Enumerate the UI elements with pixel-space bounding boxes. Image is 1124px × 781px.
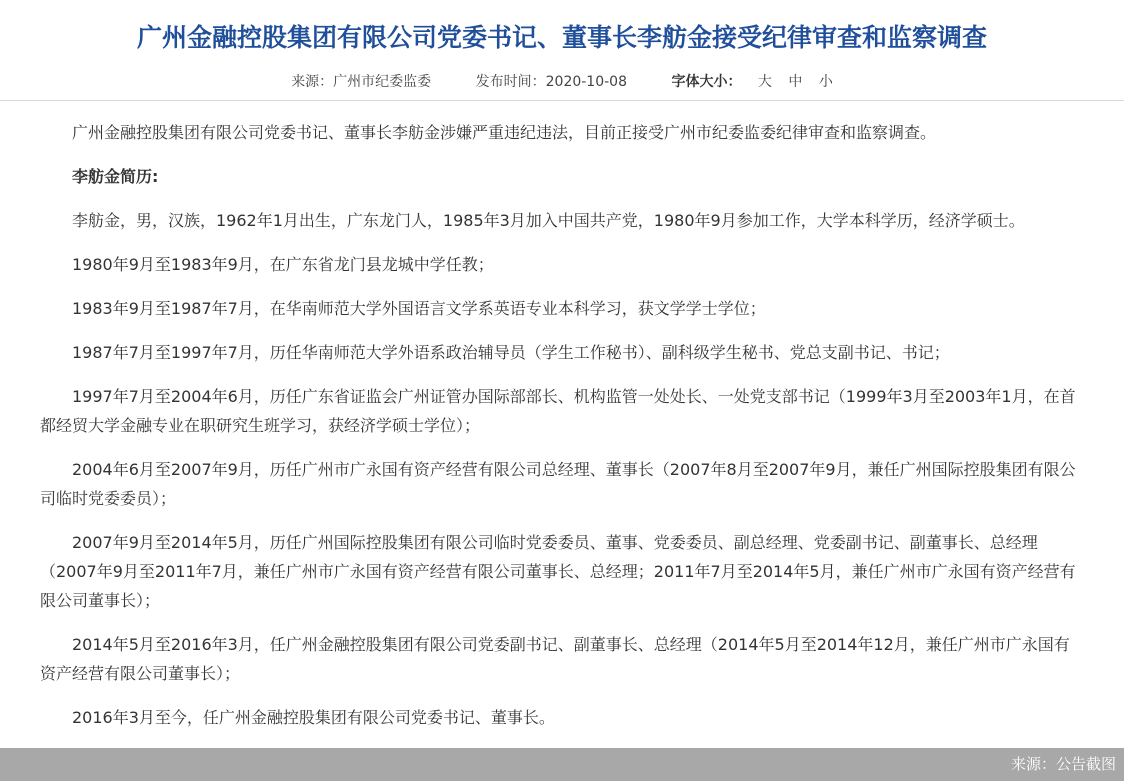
font-size-small-button[interactable]: 小	[818, 74, 833, 90]
resume-heading: 李舫金简历:	[72, 167, 159, 186]
resume-paragraph: 1997年7月至2004年6月，历任广东省证监会广州证管办国际部部长、机构监管一处处长、一处党支部书记（1999年3月至2003年1月，在首都经贸大学金融专业在职研究生班学习，获经济学硕士学位）；	[40, 387, 1076, 435]
intro-paragraph: 广州金融控股集团有限公司党委书记、董事长李舫金涉嫌严重违纪违法，目前正接受广州市纪委监委纪律审查和监察调查。	[72, 123, 937, 142]
source-label: 来源：广州市纪委监委	[291, 74, 432, 90]
font-size-large-button[interactable]: 大	[757, 74, 772, 90]
resume-paragraph: 1980年9月至1983年9月，在广东省龙门县龙城中学任教；	[72, 255, 494, 274]
resume-paragraph: 1983年9月至1987年7月，在华南师范大学外国语言文学系英语专业本科学习，获文学学士学位；	[72, 299, 766, 318]
article-header	[0, 0, 1124, 101]
article-body	[40, 118, 1080, 732]
resume-paragraph: 2016年3月至今，任广州金融控股集团有限公司党委书记、董事长。	[72, 708, 555, 727]
font-size-label: 字体大小：	[671, 74, 742, 90]
resume-paragraph: 2007年9月至2014年5月，历任广州国际控股集团有限公司临时党委委员、董事、党委委员、副总经理、党委副书记、副董事长、总经理（2007年9月至2011年7月，兼任广州市广永国有资产经营有限公司董事长、总经理；2011年7月至2014年5月，兼任广州市广永国有资产经营有限公司董事长）；	[40, 533, 1076, 610]
resume-paragraph: 2004年6月至2007年9月，历任广州市广永国有资产经营有限公司总经理、董事长（2007年8月至2007年9月，兼任广州国际控股集团有限公司临时党委委员）；	[40, 460, 1076, 508]
screenshot-source-caption: 来源：公告截图	[1010, 755, 1116, 773]
caption-bar	[0, 748, 1124, 781]
resume-paragraph: 2014年5月至2016年3月，任广州金融控股集团有限公司党委副书记、副董事长、总经理（2014年5月至2014年12月，兼任广州市广永国有资产经营有限公司董事长）；	[40, 635, 1070, 683]
resume-paragraph: 1987年7月至1997年7月，历任华南师范大学外语系政治辅导员（学生工作秘书）、副科级学生秘书、党总支副书记、书记；	[72, 343, 950, 362]
page-title: 广州金融控股集团有限公司党委书记、董事长李舫金接受纪律审查和监察调查	[136, 23, 987, 52]
article-meta	[0, 72, 1124, 92]
font-size-medium-button[interactable]: 中	[788, 74, 803, 90]
publish-time: 发布时间：2020-10-08	[475, 74, 627, 90]
resume-paragraph: 李舫金，男，汉族，1962年1月出生，广东龙门人，1985年3月加入中国共产党，1980年9月参加工作，大学本科学历，经济学硕士。	[72, 211, 1025, 230]
